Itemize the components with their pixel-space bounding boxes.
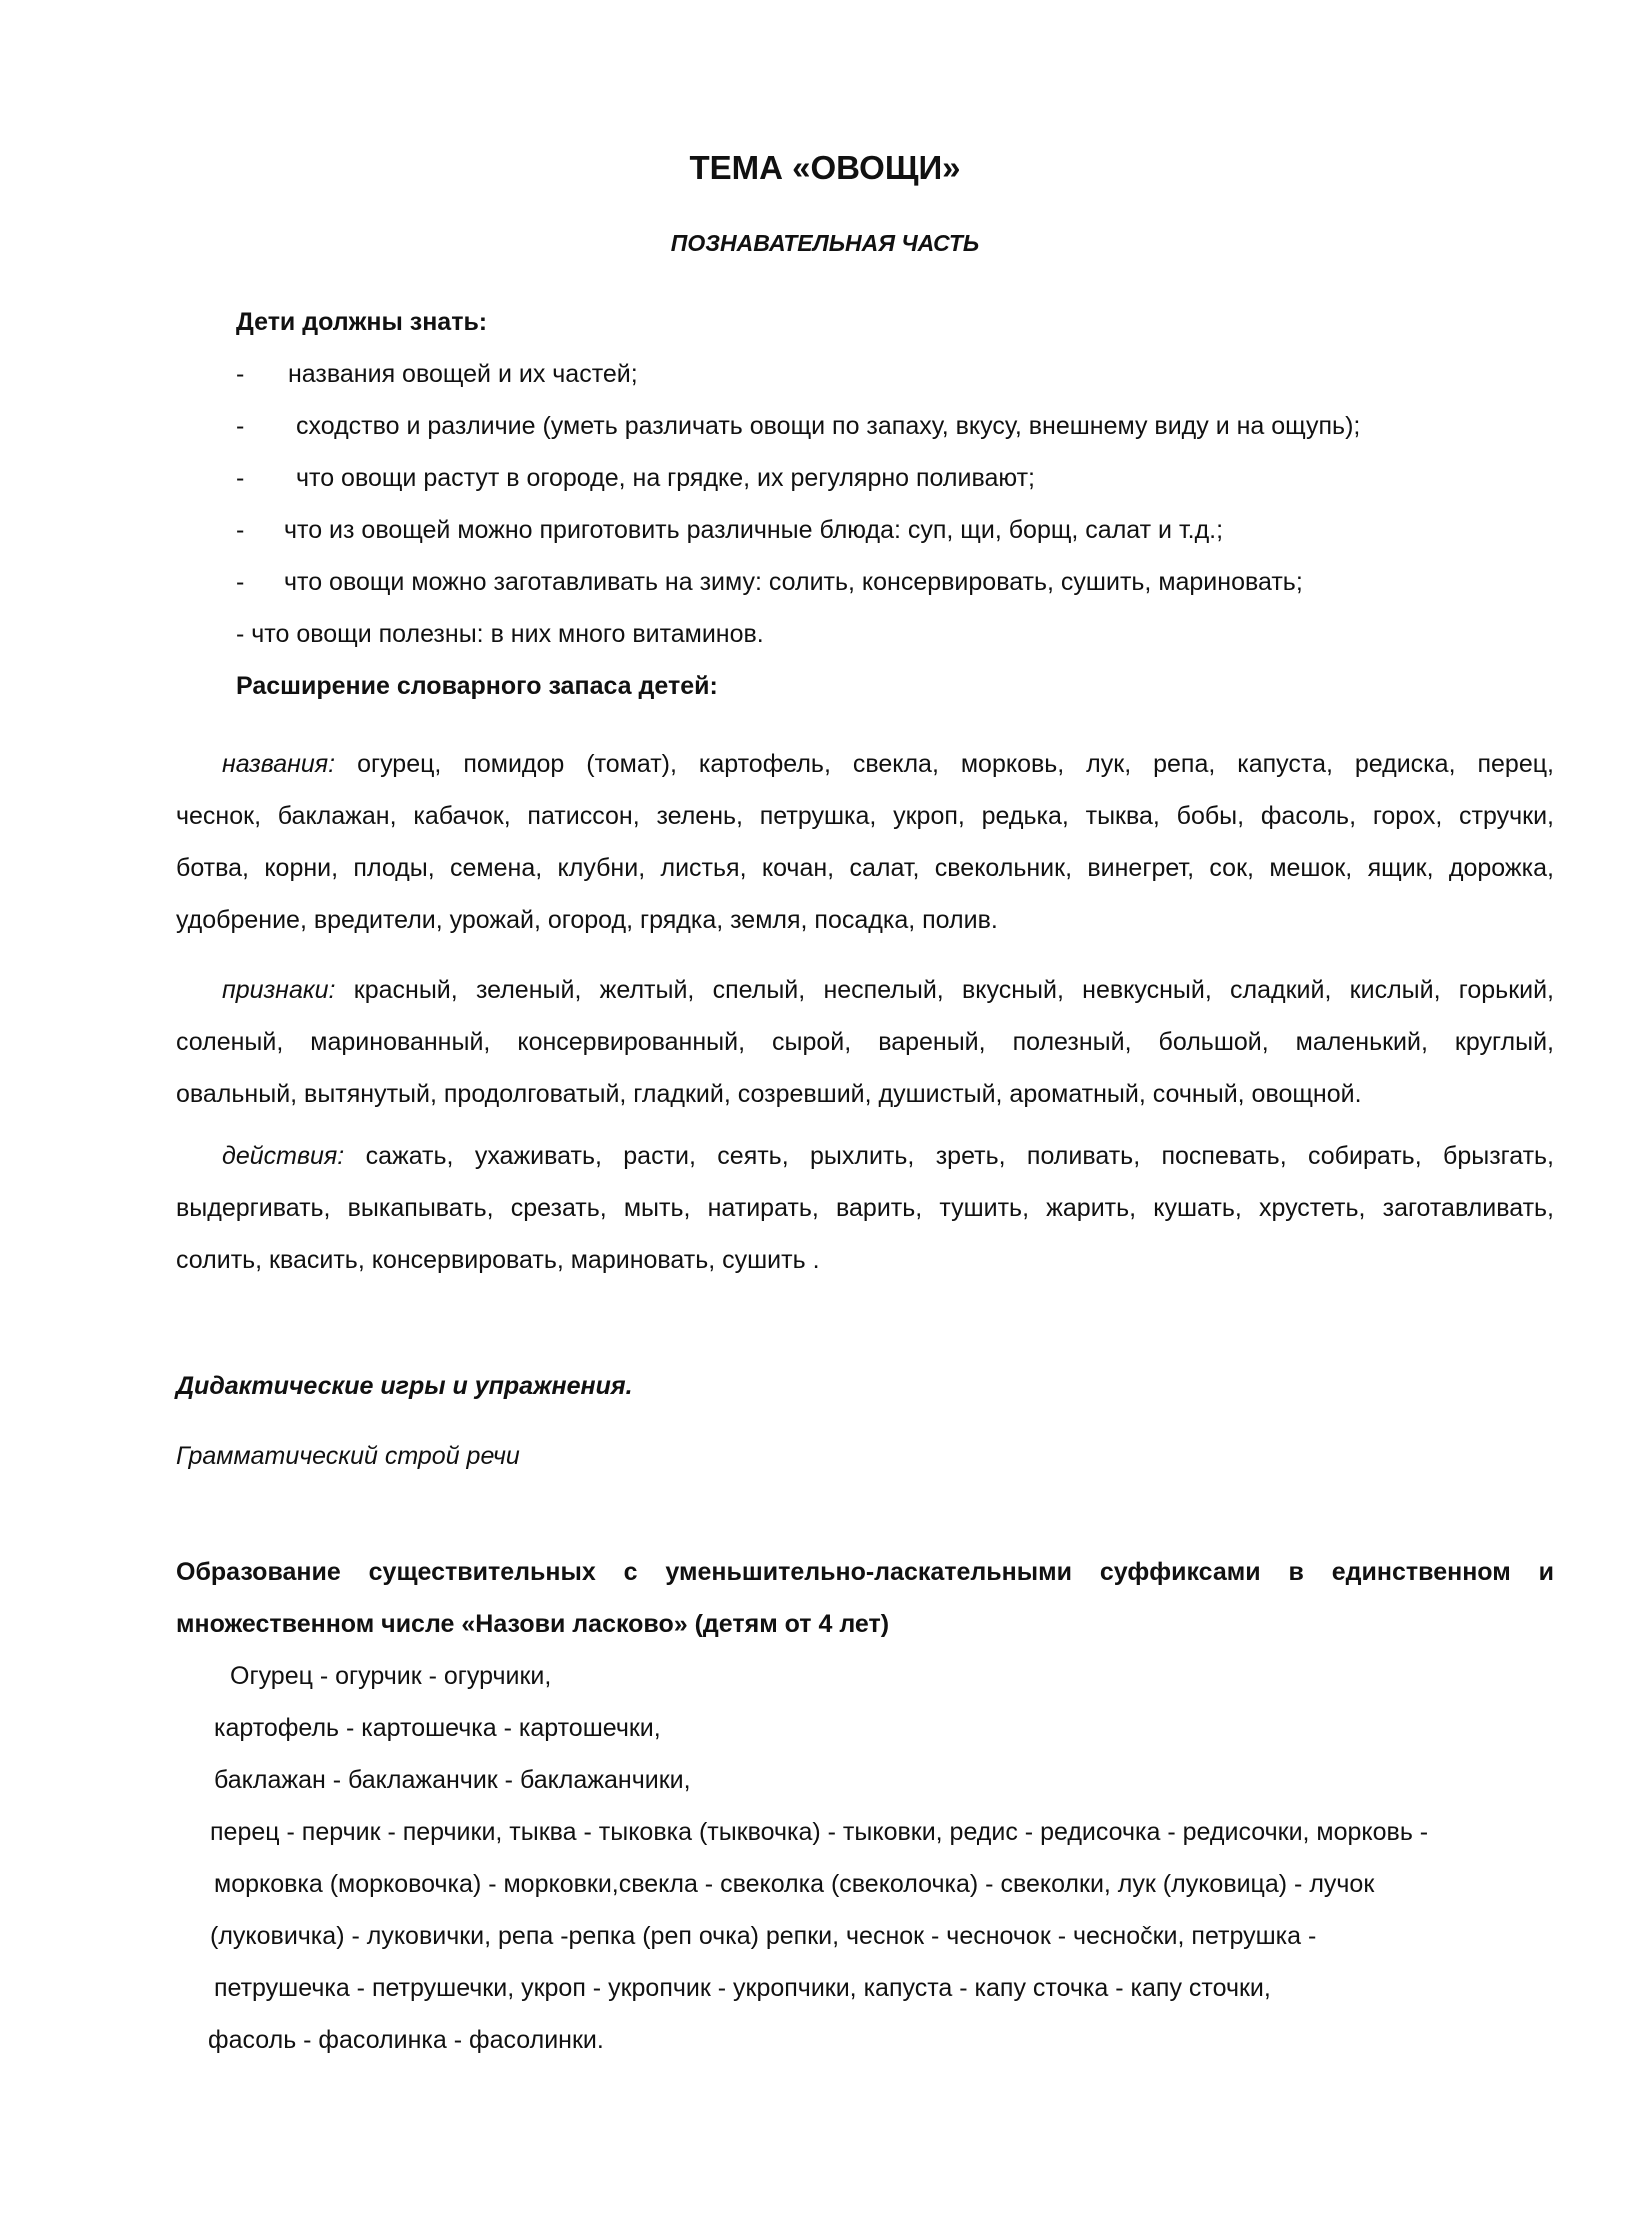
bullet-dash: - [236, 516, 245, 544]
bullet-dash: - [236, 568, 245, 596]
knowledge-heading: Дети должны знать: [236, 308, 488, 336]
knowledge-item-last: - что овощи полезны: в них много витаминов. [236, 620, 764, 648]
exercise-line: перец - перчик - перчики, тыква - тыковка (тыквочка) - тыковки, редис - редисочка - редисочки, морковь - [210, 1818, 1429, 1846]
vocabulary-actions-line: выдергивать, выкапывать, срезать, мыть, натирать, варить, тушить, жарить, кушать, хрустеть, заготавливать, [176, 1194, 1554, 1222]
exercise-line: петрушечка - петрушечки, укроп - укропчик - укропчики, капуста - капу сточка - капу сточки, [214, 1974, 1271, 2002]
exercise-line: Огурец - огурчик - огурчики, [230, 1662, 552, 1690]
exercise-line: картофель - картошечка - картошечки, [214, 1714, 661, 1742]
page-title: ТЕМА «ОВОЩИ» [689, 149, 961, 186]
exercise-line: фасоль - фасолинка - фасолинки. [208, 2026, 604, 2054]
vocabulary-names-line: удобрение, вредители, урожай, огород, грядка, земля, посадка, полив. [176, 906, 998, 934]
games-subheading: Грамматический строй речи [176, 1442, 520, 1470]
vocabulary-actions-line: солить, квасить, консервировать, мариновать, сушить . [176, 1246, 820, 1274]
vocabulary-signs-line: соленый, маринованный, консервированный, сырой, вареный, полезный, большой, маленький, круглый, [176, 1028, 1554, 1056]
vocabulary-names-line: чеснок, баклажан, кабачок, патиссон, зелень, петрушка, укроп, редька, тыква, бобы, фасоль, горох, стручки, [176, 802, 1554, 830]
page-subtitle: ПОЗНАВАТЕЛЬНАЯ ЧАСТЬ [670, 230, 980, 256]
vocabulary-names-line: ботва, корни, плоды, семена, клубни, листья, кочан, салат, свекольник, винегрет, сок, мешок, ящик, дорожка, [176, 854, 1554, 882]
exercise-title-line: множественном числе «Назови ласково» (детям от 4 лет) [176, 1610, 890, 1638]
vocabulary-actions-line: действия: сажать, ухаживать, расти, сеять, рыхлить, зреть, поливать, поспевать, собирать, брызгать, [222, 1142, 1554, 1170]
knowledge-item: сходство и различие (уметь различать овощи по запаху, вкусу, внешнему виду и на ощупь); [296, 412, 1361, 440]
vocabulary-signs-line: овальный, вытянутый, продолговатый, гладкий, созревший, душистый, ароматный, сочный, овощной. [176, 1080, 1362, 1108]
actions-label: действия: [222, 1142, 345, 1170]
exercise-line: морковка (морковочка) - морковки,свекла - свеколка (свеколочка) - свеколки, лук (луковица) - лучок [214, 1870, 1375, 1898]
exercise-title-line: Образование существительных с уменьшительно-ласкательными суффиксами в единственном и [176, 1558, 1554, 1586]
bullet-dash: - [236, 464, 245, 492]
vocabulary-names-line: названия: огурец, помидор (томат), картофель, свекла, морковь, лук, репа, капуста, редиска, перец, [222, 750, 1554, 778]
names-label: названия: [222, 750, 336, 778]
knowledge-item: названия овощей и их частей; [288, 360, 638, 388]
exercise-line: баклажан - баклажанчик - баклажанчики, [214, 1766, 691, 1794]
vocabulary-heading: Расширение словарного запаса детей: [236, 672, 718, 700]
games-heading: Дидактические игры и упражнения. [176, 1372, 633, 1400]
knowledge-item: что овощи можно заготавливать на зиму: солить, консервировать, сушить, мариновать; [284, 568, 1303, 596]
vocabulary-signs-line: признаки: красный, зеленый, желтый, спелый, неспелый, вкусный, невкусный, сладкий, кислый, горький, [222, 976, 1555, 1004]
knowledge-item: что из овощей можно приготовить различные блюда: суп, щи, борщ, салат и т.д.; [284, 516, 1224, 544]
exercise-line: (луковичка) - луковички, репа -репка (реп очка) репки, чеснок - чесночок - чеснočки, петрушка - [210, 1922, 1317, 1950]
knowledge-item: что овощи растут в огороде, на грядке, их регулярно поливают; [296, 464, 1035, 492]
bullet-dash: - [236, 412, 245, 440]
signs-label: признаки: [222, 976, 336, 1004]
bullet-dash: - [236, 360, 245, 388]
